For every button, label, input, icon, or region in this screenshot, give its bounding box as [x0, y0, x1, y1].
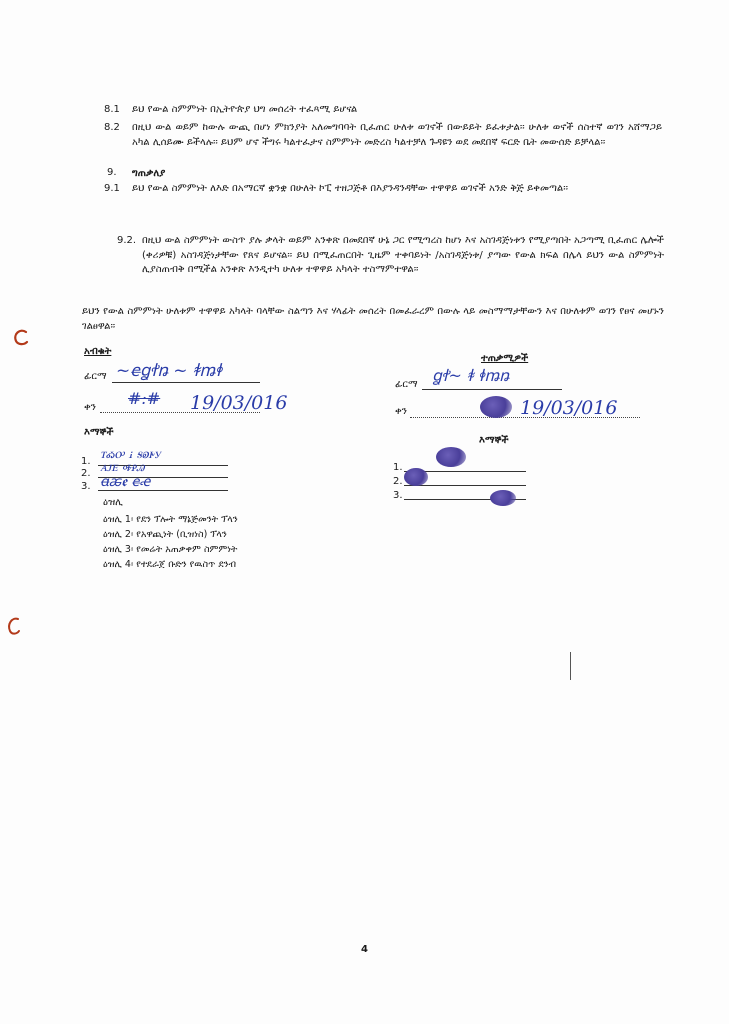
left-signature-line — [112, 382, 260, 383]
right-signature-line — [422, 389, 562, 390]
right-party-role: ተጠቃሚዎች — [481, 353, 529, 364]
clause-8-1-text: ይህ የውል ስምምነት በኢትዮጵያ ህግ መሰረት ተፈጻሚ ይሆናል — [132, 104, 358, 115]
clause-8-1-number: 8.1 — [104, 104, 120, 115]
left-date-label: ቀን — [84, 402, 96, 413]
annex-item: ዕዝሊ 2፡ የአዋጪነት (ቢዝነስ) ፕላን — [103, 529, 227, 540]
section-9-title: ግጠቃለያ — [132, 168, 166, 179]
right-date-label: ቀን — [395, 406, 407, 417]
left-party-role: አብቁት — [84, 346, 112, 357]
left-date-value: 19/03/016 — [190, 392, 288, 414]
annex-item: ዕዝሊ 1፡ የደን ፕሎት ማኔጅመንት ፕላን — [103, 514, 238, 525]
right-witness-2-line — [404, 485, 526, 486]
right-signature-label: ፊርማ — [395, 379, 418, 390]
left-witness-3-signature: ꬰꬱꬲ ꬳꬴ — [100, 474, 151, 490]
left-signature-label: ፊርማ — [84, 371, 107, 382]
section-9-number: 9. — [107, 167, 117, 178]
right-date-value: 19/03/016 — [520, 397, 618, 419]
right-thumbprint — [480, 396, 512, 418]
left-witness-1-signature: ꭲꭳꭴ ꭵ ꭶꭷꭸꭹ — [100, 446, 161, 462]
right-witness-3-number: 3. — [393, 490, 403, 501]
page-number: 4 — [361, 944, 368, 955]
stray-mark — [570, 652, 571, 680]
annex-title: ዕዝሊ — [103, 497, 123, 508]
right-witness-2-number: 2. — [393, 476, 403, 487]
right-witnesses-label: እማኞች — [479, 435, 509, 446]
left-witness-2-signature: ꭺꭻꭼ ꭽꭾꭿ — [100, 459, 145, 475]
left-signature-image: ~ꬳꬶꬷꬻ ~ ꬸꬺꬹ — [116, 361, 222, 381]
clause-8-2-text: በዚህ ውል ወይም ከውሉ ውጪ በሆነ ምክንያት አለመግባባት ቢፈጠር ሁለቱ ወገኖች በውይይት ይፈቱታል፡፡ ሁለቱ ወኖች ሰስተኛ ወገን አሸማጋይ አካል ሊሰይሙ ይችላሉ፡፡ ይህም ሆኖ ችግሩ ካልተፈታና ስምምነት መድረስ ካልተቻለ ጉዳዩን ወደ መደበኛ ፍርድ ቤት መውሰድ ይቻላል፡፡ — [132, 122, 662, 148]
right-witness-1-number: 1. — [393, 462, 403, 473]
clause-9-1-text: ይህ የውል ስምምነት ለእድ በአማርኛ ቋንቋ በሁለት ኮፒ ተዘጋጅቶ በእያንዳንዳቸው ተዋዋይ ወገኖች አንድ ቅጅ ይቀመጣል፡፡ — [132, 183, 568, 194]
left-witness-1-number: 1. — [81, 456, 91, 467]
margin-mark — [10, 326, 32, 348]
clause-9-2-text: በዚህ ውል ስምምነት ውስጥ ያሉ ቃላት ወይም አንቀጽ በመደበኛ ሁኔ ጋር የሚጣረስ ከሆነ እና አስገዳጅነቱን የሚያጣበት አጋጣሚ ቢፈጠር ሌሎች (ቀሪዎቹ) አስገዳጅነታቸው የጸና ይሆናል፡፡ ይህ በሚፈጠርበት ጊዜም ተቀባይነት /አስገዳጅነቱ/ ያጣው የውል ክፍል በሌላ ይህን ውል ስምምነት ሊያስጠብቅ በሚችል አንቀጽ እንዲተካ ሁለቱ ተዋዋይ አካላት ተስማምተዋል፡፡ — [142, 235, 664, 275]
right-witness-1-thumbprint — [436, 447, 466, 467]
left-witness-2-number: 2. — [81, 468, 91, 479]
left-witness-3-number: 3. — [81, 481, 91, 492]
right-signature-image: ꬶꬷ~ ꬸ ꬹꬺꬻ — [432, 366, 510, 385]
clause-9-2-number: 9.2. — [117, 235, 137, 246]
closing-paragraph: ይህን የውል ስምምነት ሁለቱም ተዋዋይ አካላት ባላቸው ስልጣን እና ሃላፊት መሰረት በመፈራረም በውሉ ላይ መስማማታቸውን እና በሁለቱም ወገን የፀና መሆኑን ገልፀዋል፡፡ — [82, 306, 664, 332]
left-witnesses-label: እማኞች — [84, 427, 114, 438]
clause-9-1-number: 9.1 — [104, 183, 120, 194]
right-witness-2-thumbprint — [404, 468, 428, 486]
annex-item: ዕዝሊ 3፡ የመሬት አጠቃቀም ስምምነት — [103, 544, 238, 555]
right-witness-3-thumbprint — [490, 490, 516, 506]
left-date-scribble: #:# — [128, 389, 161, 408]
margin-mark — [3, 614, 25, 638]
annex-item: ዕዝሊ 4፡ የተደራጀ ቡድን የዉስጥ ደንብ — [103, 559, 237, 570]
clause-8-2-number: 8.2 — [104, 122, 120, 133]
